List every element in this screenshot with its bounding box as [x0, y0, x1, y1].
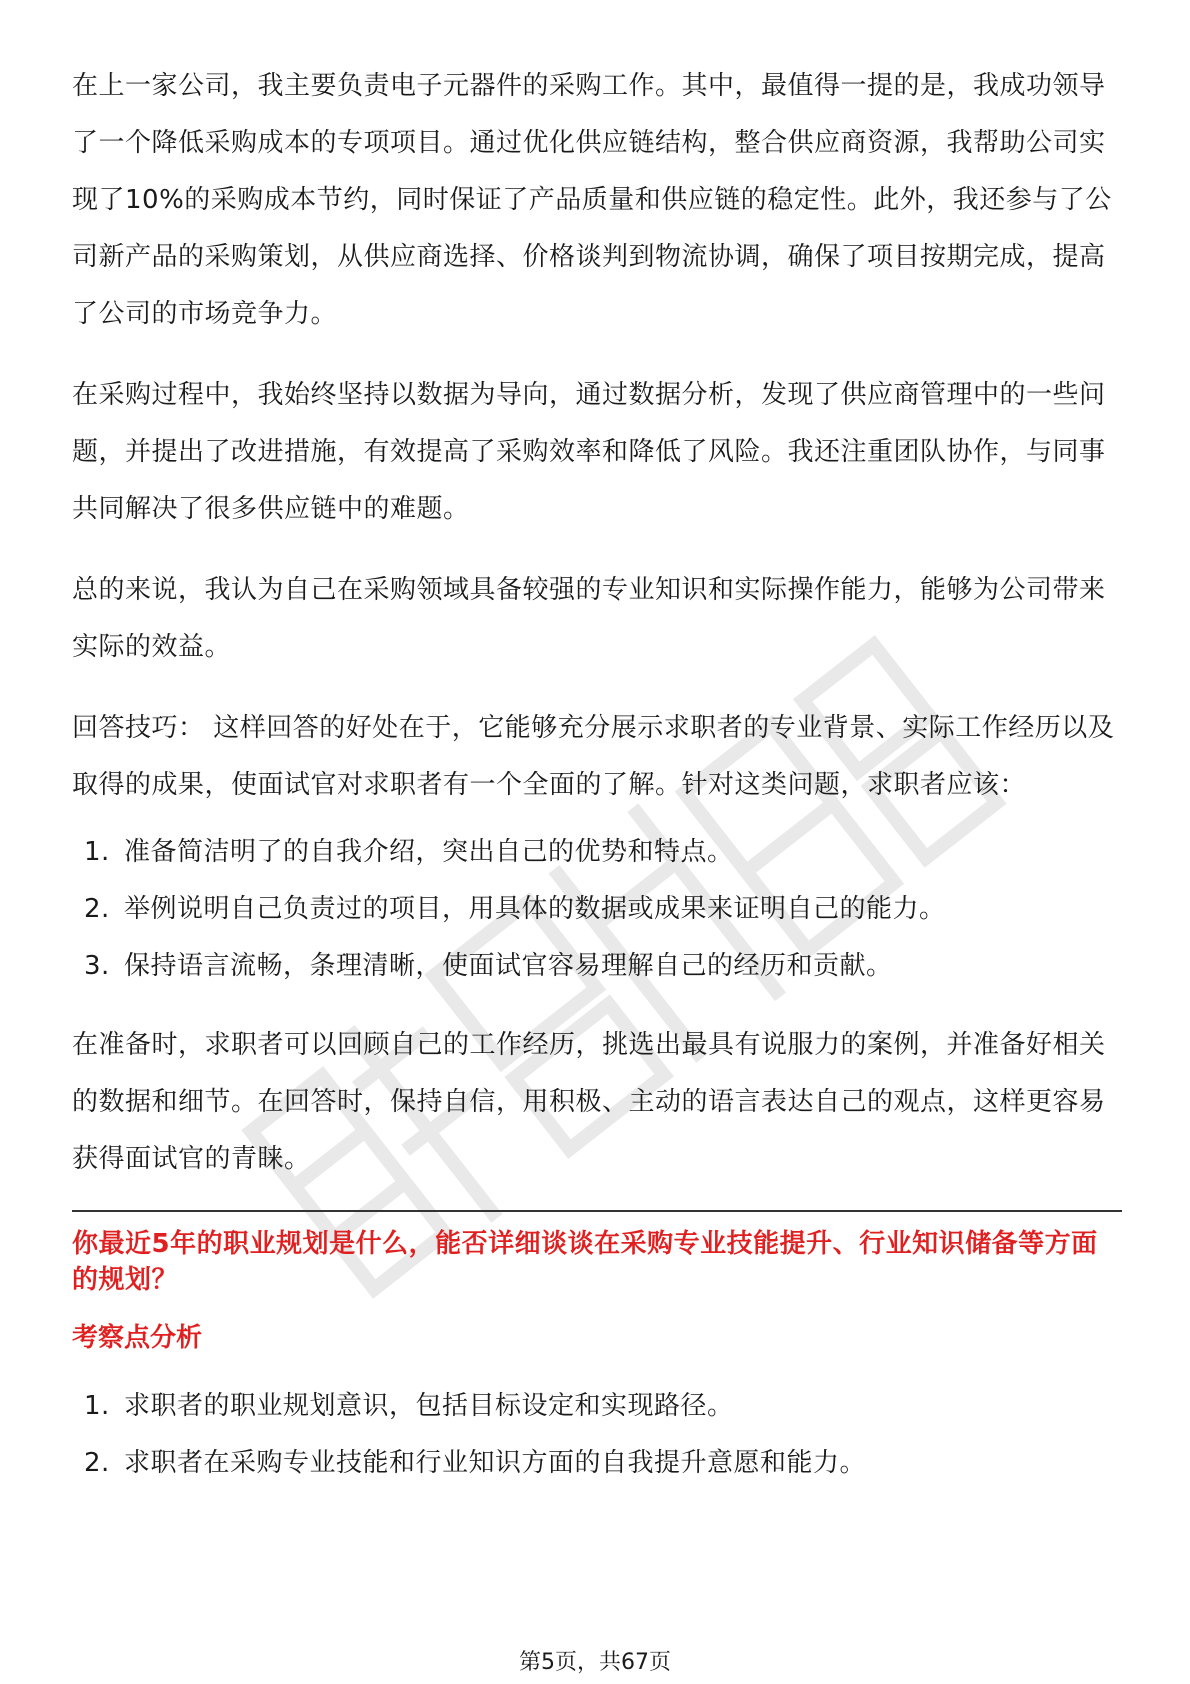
paragraph-answer-tips: 回答技巧： 这样回答的好处在于，它能够充分展示求职者的专业背景、实际工作经历以及取得的成果，使面试官对求职者有一个全面的了解。针对这类问题，求职者应该： [72, 713, 1115, 800]
analysis-list [72, 1378, 1122, 1492]
interview-question: 你最近5年的职业规划是什么，能否详细谈谈在采购专业技能提升、行业知识储备等方面的规划？ [72, 1229, 1098, 1295]
paragraph-data-driven: 在采购过程中，我始终坚持以数据为导向，通过数据分析，发现了供应商管理中的一些问题，并提出了改进措施，有效提高了采购效率和降低了风险。我还注重团队协作，与同事共同解决了很多供应链中的难题。 [72, 380, 1106, 524]
list-item-number: 1. [84, 1391, 110, 1421]
paragraph-preparation: 在准备时，求职者可以回顾自己的工作经历，挑选出最具有说服力的案例，并准备好相关的数据和细节。在回答时，保持自信，用积极、主动的语言表达自己的观点，这样更容易获得面试官的青睐。 [72, 1030, 1106, 1174]
paragraph-experience: 在上一家公司，我主要负责电子元器件的采购工作。其中，最值得一提的是，我成功领导了一个降低采购成本的专项项目。通过优化供应链结构，整合供应商资源，我帮助公司实现了10%的采购成本节约，同时保证了产品质量和供应链的稳定性。此外，我还参与了公司新产品的采购策划，从供应商选择、价格谈判到物流协调，确保了项目按期完成，提高了公司的市场竞争力。 [72, 71, 1112, 329]
list-item-text: 举例说明自己负责过的项目，用具体的数据或成果来证明自己的能力。 [124, 894, 946, 924]
paragraph-summary: 总的来说，我认为自己在采购领域具备较强的专业知识和实际操作能力，能够为公司带来实际的效益。 [72, 575, 1106, 662]
list-item [72, 1378, 1122, 1435]
list-item-number: 3. [84, 951, 110, 981]
page-number: 第5页，共67页 [519, 1650, 671, 1675]
section-divider [72, 1210, 1122, 1212]
list-item-number: 1. [84, 837, 110, 867]
list-item [72, 1435, 1122, 1492]
list-item-text: 求职者在采购专业技能和行业知识方面的自我提升意愿和能力。 [124, 1448, 867, 1478]
page-content [72, 58, 1122, 1492]
list-item-number: 2. [84, 1448, 110, 1478]
list-item-text: 保持语言流畅，条理清晰，使面试官容易理解自己的经历和贡献。 [124, 951, 893, 981]
list-item-text: 求职者的职业规划意识，包括目标设定和实现路径。 [124, 1391, 734, 1421]
list-item [72, 824, 1122, 881]
analysis-heading: 考察点分析 [72, 1323, 203, 1353]
list-item-text: 准备简洁明了的自我介绍，突出自己的优势和特点。 [124, 837, 734, 867]
list-item [72, 938, 1122, 995]
list-item [72, 881, 1122, 938]
tips-list [72, 824, 1122, 995]
list-item-number: 2. [84, 894, 110, 924]
